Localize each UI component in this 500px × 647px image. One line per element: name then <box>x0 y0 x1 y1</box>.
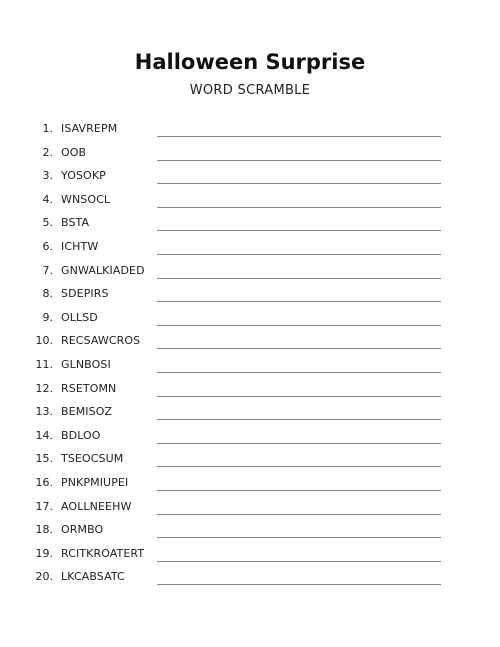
item-number: 8. <box>42 287 53 301</box>
scrambled-word: BEMISOZ <box>61 405 113 419</box>
answer-line[interactable] <box>157 136 441 137</box>
answer-line[interactable] <box>157 490 441 491</box>
answer-line[interactable] <box>157 230 441 231</box>
scrambled-word: PNKPMIUPEI <box>61 475 129 489</box>
scrambled-word: AOLLNEEHW <box>61 499 132 513</box>
item-number: 17. <box>35 499 53 513</box>
answer-line[interactable] <box>157 396 441 397</box>
item-number: 18. <box>35 523 53 537</box>
item-number: 2. <box>42 145 53 159</box>
answer-line[interactable] <box>157 443 441 444</box>
list-item <box>0 424 500 448</box>
scrambled-word: LKCABSATC <box>61 570 125 584</box>
list-item <box>0 141 500 165</box>
list-item <box>0 235 500 259</box>
answer-line[interactable] <box>157 372 441 373</box>
answer-line[interactable] <box>157 325 441 326</box>
answer-line[interactable] <box>157 561 441 562</box>
answer-line[interactable] <box>157 514 441 515</box>
answer-line[interactable] <box>157 419 441 420</box>
answer-line[interactable] <box>157 160 441 161</box>
item-number: 11. <box>35 357 53 371</box>
item-number: 16. <box>35 475 53 489</box>
list-item <box>0 188 500 212</box>
list-item <box>0 329 500 353</box>
scrambled-word: ORMBO <box>61 523 104 537</box>
item-number: 14. <box>35 428 53 442</box>
item-number: 7. <box>42 263 53 277</box>
list-item <box>0 353 500 377</box>
scrambled-word: BDLOO <box>61 428 101 442</box>
item-number: 3. <box>42 169 53 183</box>
list-item <box>0 542 500 566</box>
answer-line[interactable] <box>157 183 441 184</box>
item-number: 5. <box>42 216 53 230</box>
list-item <box>0 400 500 424</box>
item-number: 15. <box>35 452 53 466</box>
scrambled-word: OLLSD <box>61 310 98 324</box>
item-number: 13. <box>35 405 53 419</box>
item-number: 4. <box>42 192 53 206</box>
answer-line[interactable] <box>157 207 441 208</box>
answer-line[interactable] <box>157 301 441 302</box>
list-item <box>0 259 500 283</box>
list-item <box>0 565 500 589</box>
item-number: 6. <box>42 239 53 253</box>
answer-line[interactable] <box>157 278 441 279</box>
scrambled-word: SDEPIRS <box>61 287 109 301</box>
item-number: 1. <box>42 122 53 135</box>
answer-line[interactable] <box>157 537 441 538</box>
list-item <box>0 377 500 401</box>
list-item <box>0 471 500 495</box>
answer-line[interactable] <box>157 584 441 585</box>
list-item <box>0 117 500 141</box>
scrambled-word: BSTA <box>61 216 90 230</box>
item-number: 9. <box>42 310 53 324</box>
page-title: Halloween Surprise <box>134 50 366 74</box>
answer-line[interactable] <box>157 348 441 349</box>
item-number: 19. <box>35 546 53 560</box>
page-subtitle: WORD SCRAMBLE <box>189 83 311 98</box>
scrambled-word: TSEOCSUM <box>61 452 124 466</box>
item-number: 10. <box>35 334 53 348</box>
item-number: 20. <box>35 570 53 584</box>
item-number: 12. <box>35 381 53 395</box>
scrambled-word: RECSAWCROS <box>61 334 141 348</box>
list-item <box>0 211 500 235</box>
list-item <box>0 447 500 471</box>
scrambled-word: RCITKROATERT <box>61 546 145 560</box>
scrambled-word: ICHTW <box>61 239 99 253</box>
list-item <box>0 164 500 188</box>
answer-line[interactable] <box>157 466 441 467</box>
scramble-list <box>0 117 500 589</box>
scrambled-word: RSETOMN <box>61 381 117 395</box>
list-item <box>0 282 500 306</box>
scrambled-word: ISAVREPM <box>61 122 118 135</box>
list-item <box>0 495 500 519</box>
scrambled-word: YOSOKP <box>61 169 106 183</box>
scrambled-word: GLNBOSI <box>61 357 111 371</box>
scrambled-word: WNSOCL <box>61 192 111 206</box>
list-item <box>0 306 500 330</box>
list-item <box>0 518 500 542</box>
answer-line[interactable] <box>157 254 441 255</box>
scrambled-word: GNWALKIADED <box>61 263 145 277</box>
scrambled-word: OOB <box>61 145 87 159</box>
